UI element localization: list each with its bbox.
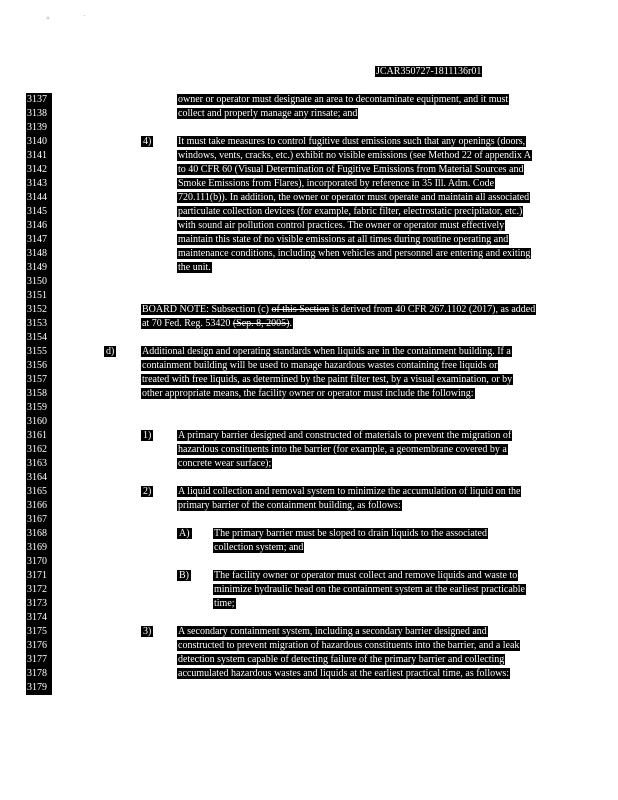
paragraph-text: Additional design and operating standards when liquids are in the containment building. If a containment building will be used to manage hazardous wastes containing free liquids or treated with free liquids, as determined by the paint filter test, by a visual examination, or by other appropriate means, the facility owner or operator must include the following:: [142, 346, 513, 399]
line-number: 3166: [26, 499, 52, 513]
deleted-text: of this Section: [271, 304, 330, 315]
line-number: 3167: [26, 513, 52, 527]
line-number: 3157: [26, 373, 52, 387]
paragraph-4: [177, 135, 539, 275]
deleted-text: (Sep. 8, 2005): [232, 318, 290, 329]
line-number: 3148: [26, 247, 52, 261]
board-note-text: BOARD NOTE: Subsection (c): [142, 304, 272, 315]
scan-mark: ´: [83, 14, 86, 22]
line-number: 3169: [26, 541, 52, 555]
line-number: 3142: [26, 163, 52, 177]
line-number: 3170: [26, 555, 52, 569]
document-id: JCAR350727-1811136r01: [376, 66, 482, 77]
paragraph-text: A primary barrier designed and constructed of materials to prevent the migration of hazardous constituents into the barrier (for example, a geomembrane covered by a concrete wear surface);: [178, 430, 512, 469]
line-number: 3138: [26, 107, 52, 121]
paragraph-d1: [177, 429, 519, 471]
line-number: 3163: [26, 457, 52, 471]
paragraph-text: The facility owner or operator must collect and remove liquids and waste to minimize hydraulic head on the containment system at the earliest practicable time;: [214, 570, 525, 609]
paragraph-dA: [213, 527, 495, 555]
item-marker: 4): [143, 136, 152, 147]
line-number: 3179: [26, 681, 52, 695]
board-note-text: .: [289, 318, 292, 329]
line-number: 3173: [26, 597, 52, 611]
paragraph-dB: [213, 569, 541, 611]
item-marker: B): [179, 570, 189, 581]
line-number: 3140: [26, 135, 52, 149]
line-number: 3149: [26, 261, 52, 275]
line-number: 3177: [26, 653, 52, 667]
line-number: 3174: [26, 611, 52, 625]
line-number: 3160: [26, 415, 52, 429]
item-marker: 1): [143, 430, 152, 441]
subsection-marker: d): [106, 346, 115, 357]
board-note-text: is derived from 40 CFR 267.1102 (2017), as added at 70 Fed. Reg. 53420: [142, 304, 536, 329]
line-number: 3153: [26, 317, 52, 331]
paragraph-text: It must take measures to control fugitive dust emissions such that any openings (doors, windows, vents, cracks, etc.) exhibit no visible emissions (see Method 22 of appendix A to 40 CFR 60 (Visual Determination of Fugitive Emissions from Material Sources and Smoke Emissions from Flares), incorporated by reference in 35 Ill. Adm. Code 720.111(b)). In addition, the owner or operator must operate and maintain all associated particulate collection devices (for example, fabric filter, electrostatic precipitator, etc.) with sound air pollution control practices. The owner or operator must effectively maintain this state of no visible emissions at all times during routine operating and maintenance conditions, including when vehicles and personnel are entering and exiting the unit.: [178, 136, 531, 273]
line-number: 3165: [26, 485, 52, 499]
scan-marks: [46, 14, 118, 22]
paragraph-d3: [177, 625, 532, 681]
line-number: 3144: [26, 191, 52, 205]
paragraph-continuation: [177, 93, 522, 121]
paragraph-text: owner or operator must designate an area to decontaminate equipment, and it must collect and properly manage any rinsate; and: [178, 94, 509, 119]
line-number-column: [26, 93, 52, 695]
item-marker: 3): [143, 626, 152, 637]
line-number: 3150: [26, 275, 52, 289]
paragraph-text: A liquid collection and removal system to minimize the accumulation of liquid on the primary barrier of the containment building, as follows:: [178, 486, 521, 511]
line-number: 3175: [26, 625, 52, 639]
line-number: 3152: [26, 303, 52, 317]
scan-mark: «: [46, 14, 50, 22]
paragraph-d2: [177, 485, 529, 513]
line-number: 3137: [26, 93, 52, 107]
line-number: 3146: [26, 219, 52, 233]
item-marker: 2): [143, 486, 152, 497]
line-number: 3162: [26, 443, 52, 457]
board-note: [141, 303, 539, 331]
line-number: 3176: [26, 639, 52, 653]
subsection-d: [141, 345, 523, 401]
line-number: 3154: [26, 331, 52, 345]
line-number: 3156: [26, 359, 52, 373]
line-number: 3178: [26, 667, 52, 681]
line-number: 3145: [26, 205, 52, 219]
line-number: 3159: [26, 401, 52, 415]
line-number: 3172: [26, 583, 52, 597]
line-number: 3158: [26, 387, 52, 401]
line-number: 3141: [26, 149, 52, 163]
line-number: 3161: [26, 429, 52, 443]
paragraph-text: A secondary containment system, including a secondary barrier designed and constructed to prevent migration of hazardous constituents into the barrier, and a leak detection system capable of detecting failure of the primary barrier and collecting accumulated hazardous wastes and liquids at the earliest practical time, as follows:: [178, 626, 520, 679]
line-number: 3155: [26, 345, 52, 359]
line-number: 3147: [26, 233, 52, 247]
line-number: 3168: [26, 527, 52, 541]
line-number: 3139: [26, 121, 52, 135]
line-number: 3143: [26, 177, 52, 191]
line-number: 3171: [26, 569, 52, 583]
paragraph-text: The primary barrier must be sloped to drain liquids to the associated collection system; and: [214, 528, 487, 553]
item-marker: A): [179, 528, 190, 539]
line-number: 3164: [26, 471, 52, 485]
line-number: 3151: [26, 289, 52, 303]
